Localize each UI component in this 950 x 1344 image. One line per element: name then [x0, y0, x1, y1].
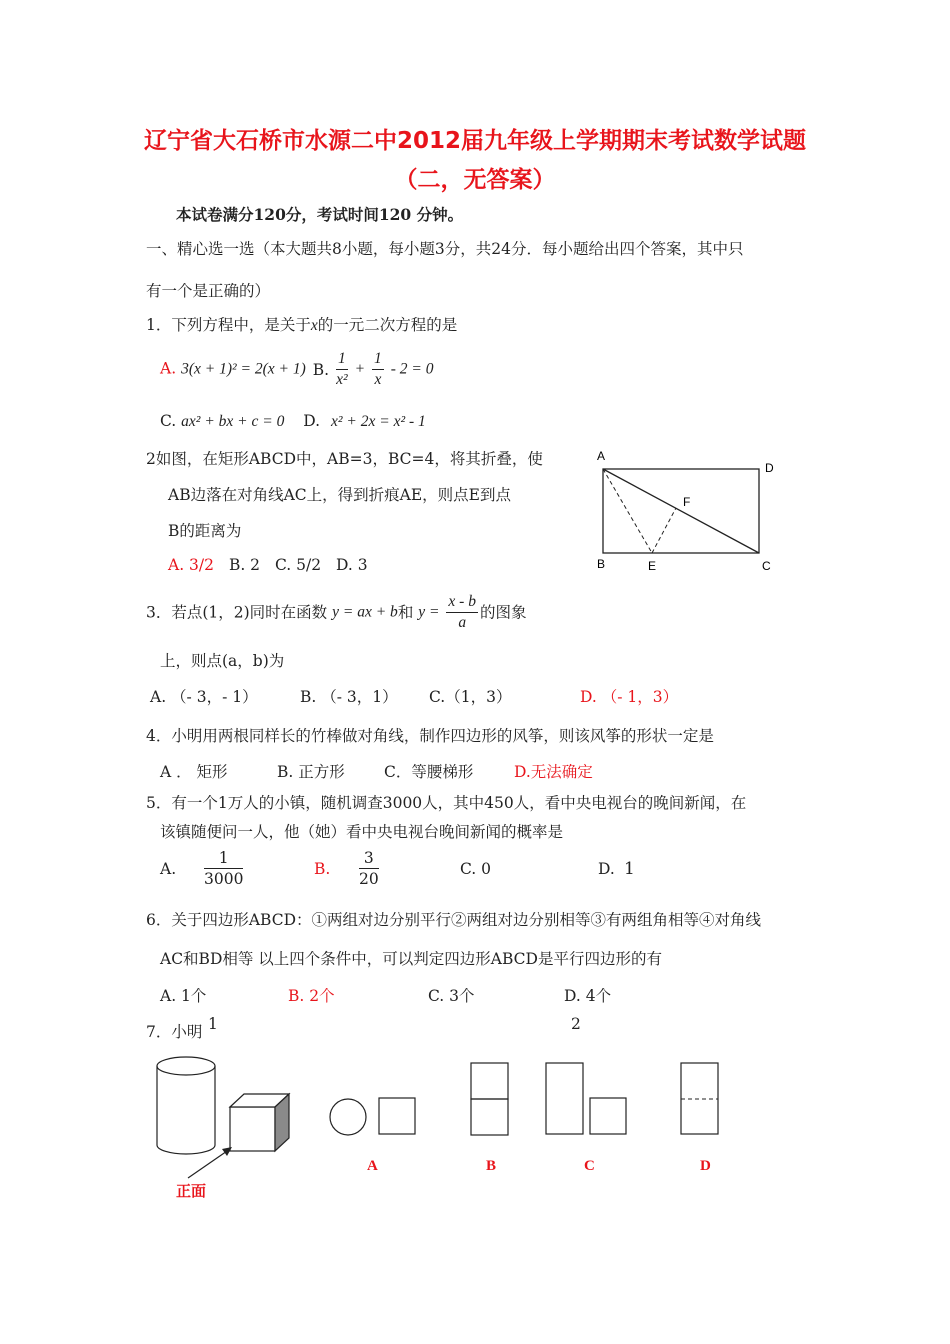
- q1-b-plus: +: [354, 360, 366, 378]
- q7-label-b: B: [486, 1158, 497, 1174]
- cube-shape: [230, 1094, 289, 1151]
- q3-function-1: y = ax + b: [332, 603, 398, 621]
- q3-option-b: B. （- 3，1）: [300, 688, 398, 706]
- q3-option-a: A. （- 3，- 1）: [150, 688, 258, 706]
- q2-rectangle-figure: [585, 442, 785, 582]
- q3-stem-a: 3．若点(1，2)同时在函数: [146, 603, 328, 622]
- q5-option-a-frac: $\frac{1}{3000}$: [204, 849, 244, 888]
- exam-note: 本试卷满分120分，考试时间120 分钟。: [176, 205, 464, 224]
- q1-stem-a: 1．下列方程中，是关于: [146, 316, 311, 334]
- q5-option-d-value: 1: [624, 859, 635, 879]
- q1-b-frac1: $\frac{1}{\text{x²}}$: [336, 350, 348, 388]
- q6-option-b: B. 2个: [288, 987, 335, 1005]
- q3-function-2-lhs: y =: [418, 603, 440, 621]
- q1-option-d-expr: x² + 2x = x² - 1: [331, 413, 426, 430]
- q4-option-a: A ． 矩形: [160, 763, 228, 781]
- q6-line2: AC和BD相等 以上四个条件中，可以判定四边形ABCD是平行四边形的有: [160, 950, 662, 968]
- q6-option-c: C. 3个: [428, 987, 475, 1005]
- diagonal-ac: [603, 469, 759, 553]
- q4-stem: 4．小明用两根同样长的竹棒做对角线，制作四边形的风筝，则该风筝的形状一定是: [146, 727, 714, 745]
- q2-option-c: C. 5/2: [274, 556, 322, 574]
- q3-option-c: C.（1，3）: [429, 688, 512, 706]
- q7-label-a: A: [367, 1158, 378, 1174]
- q1-option-a-expr: 3(x + 1)² = 2(x + 1): [181, 360, 306, 378]
- option-d-views: [681, 1063, 718, 1134]
- q5-option-a-label: A.: [160, 860, 177, 878]
- q6-option-d: D. 4个: [564, 987, 612, 1005]
- q5-option-d-label: D.: [598, 860, 615, 878]
- q5-options: [160, 848, 660, 892]
- q1-option-c-label: C.: [160, 412, 177, 430]
- option-c-views: [546, 1063, 626, 1134]
- point-f-label: F: [683, 495, 691, 509]
- q6-line1: 6．关于四边形ABCD：①两组对边分别平行②两组对边分别相等③有两组角相等④对角线: [146, 911, 762, 929]
- q3-stem-b: 的图象: [479, 603, 527, 622]
- q1-stem-b: 的一元二次方程的是: [317, 316, 458, 334]
- q2-option-d: D. 3: [336, 556, 368, 574]
- point-a-label: A: [597, 449, 606, 463]
- option-a-views: [330, 1098, 415, 1135]
- segment-ef: [652, 508, 676, 553]
- q1-b-frac2: $\frac{1}{x}$: [374, 350, 382, 388]
- q4-option-c: C．等腰梯形: [384, 763, 474, 781]
- q7-label-d: D: [700, 1158, 711, 1174]
- q7-label-c: C: [584, 1158, 595, 1174]
- point-d-label: D: [765, 461, 774, 475]
- page-subtitle: （二，无答案）: [394, 167, 556, 193]
- q1-option-d-label: D.: [303, 412, 321, 430]
- q7-mark-1: 1: [208, 1015, 218, 1033]
- section1-line1: 一、精心选一选（本大题共8小题，每小题3分，共24分．每小题给出四个答案，其中只: [146, 240, 744, 258]
- q7-mark-2: 2: [571, 1015, 581, 1033]
- page-title: 辽宁省大石桥市水源二中2012届九年级上学期期末考试数学试题: [143, 128, 806, 154]
- q3-option-d: D. （- 1，3）: [580, 688, 679, 706]
- q2-line3: B的距离为: [168, 522, 242, 540]
- q1-option-c-expr: ax² + bx + c = 0: [181, 413, 285, 430]
- q3-and: 和: [397, 603, 414, 622]
- cylinder-shape: [157, 1057, 215, 1154]
- q3-line2: 上，则点(a，b)为: [160, 652, 285, 670]
- q2-option-b: B. 2: [228, 556, 261, 574]
- q1-var: x: [310, 317, 318, 334]
- q1-options-ab: [160, 349, 433, 390]
- q2-line2: AB边落在对角线AC上，得到折痕AE，则点E到点: [168, 486, 511, 504]
- q1-options-cd: [160, 412, 426, 431]
- q2-options: [168, 556, 368, 574]
- q4-option-b: B. 正方形: [277, 763, 345, 781]
- q3-stem: [146, 592, 526, 633]
- q4-option-d: D.无法确定: [514, 763, 593, 781]
- point-e-label: E: [648, 559, 657, 573]
- point-c-label: C: [762, 559, 771, 573]
- q1-option-b-label: B.: [312, 360, 330, 379]
- q1-option-a-label: A.: [160, 359, 177, 378]
- front-arrow: [188, 1147, 232, 1178]
- q1-b-rest: - 2 = 0: [390, 360, 434, 378]
- q3-function-2-frac: $\frac{x - b}{a}$: [448, 593, 476, 631]
- q5-option-c: C. 0: [460, 860, 492, 878]
- q5-option-b-label: B.: [314, 860, 331, 878]
- q7-front-label: 正面: [176, 1182, 207, 1200]
- q1-stem: [146, 313, 457, 335]
- q2-option-a: A. 3/2: [168, 556, 214, 574]
- point-b-label: B: [597, 557, 606, 571]
- q6-option-a: A. 1个: [160, 987, 207, 1005]
- q7-figure: [140, 1050, 760, 1210]
- q5-line2: 该镇随便问一人，他（她）看中央电视台晚间新闻的概率是: [160, 823, 564, 841]
- q5-option-b-frac: $\frac{3}{20}$: [359, 849, 379, 888]
- section1-line2: 有一个是正确的）: [146, 282, 271, 300]
- option-b-views: [471, 1063, 508, 1135]
- q2-line1: 2如图，在矩形ABCD中，AB=3，BC=4，将其折叠，使: [146, 450, 543, 468]
- q5-line1: 5．有一个1万人的小镇，随机调查3000人，其中450人，看中央电视台的晚间新闻，在: [146, 794, 747, 812]
- q7-stem: 7．小明: [146, 1023, 203, 1041]
